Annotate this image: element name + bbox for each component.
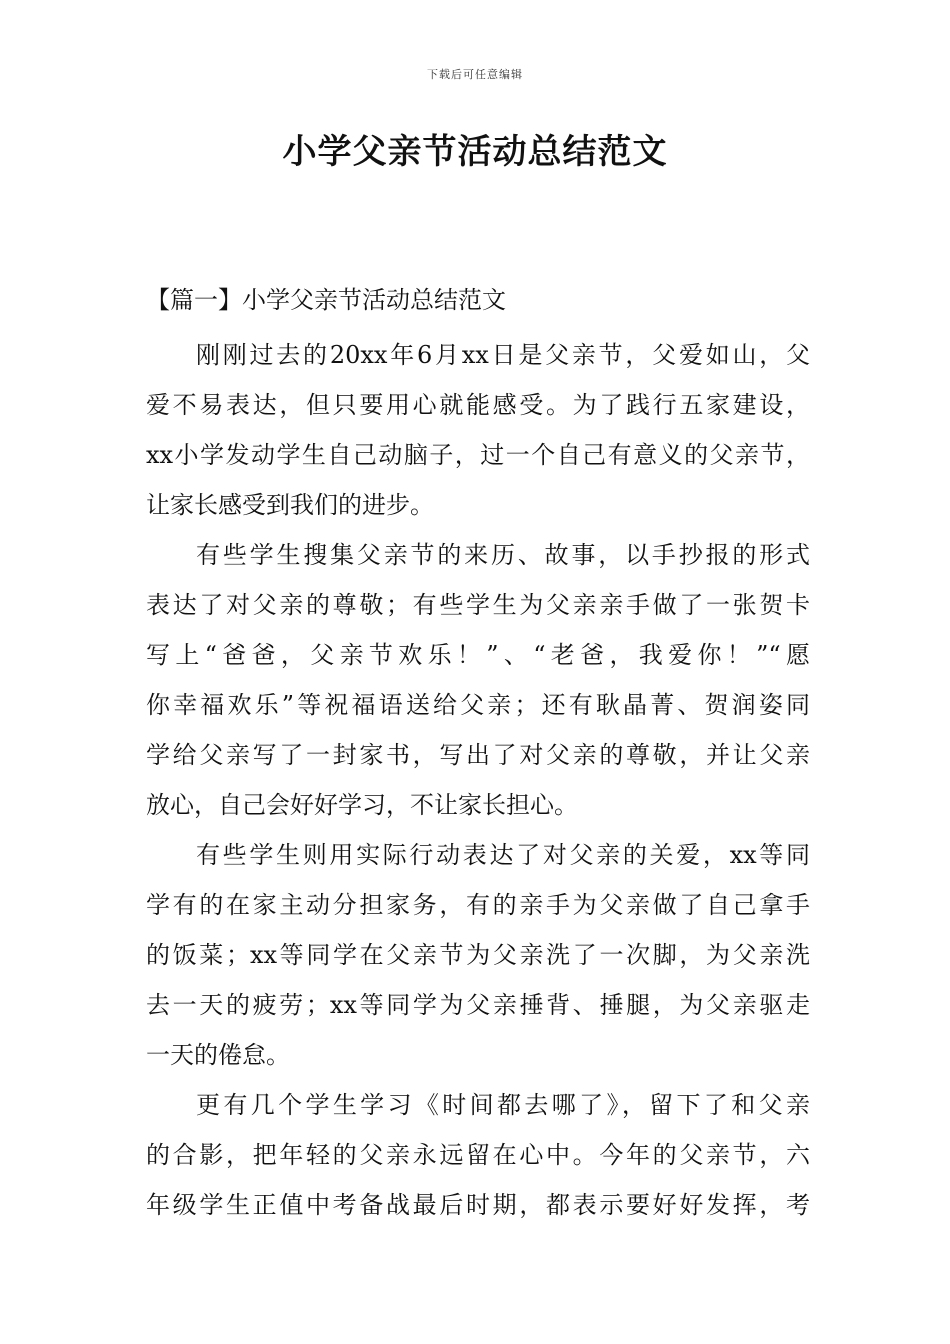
paragraph-line: xx小学发动学生自己动脑子，过一个自己有意义的父亲节， [146,441,810,469]
document-body [146,280,810,1230]
paragraph-2 [146,530,810,830]
paragraph-line: 你幸福欢乐”等祝福语送给父亲；还有耿晶菁、贺润姿同 [146,691,810,719]
paragraph-1 [146,330,810,530]
paragraph-line: 放心，自己会好好学习，不让家长担心。 [146,791,578,819]
paragraph-line: 有些学生则用实际行动表达了对父亲的关爱，xx等同 [196,841,810,869]
paragraph-4 [146,1080,810,1230]
section-heading: 【篇一】小学父亲节活动总结范文 [146,286,506,314]
paragraph-3 [146,830,810,1080]
paragraph-line: 学有的在家主动分担家务，有的亲手为父亲做了自己拿手 [146,891,810,919]
paragraph-line: 去一天的疲劳；xx等同学为父亲捶背、捶腿，为父亲驱走 [146,991,810,1019]
paragraph-line: 刚刚过去的20xx年6月xx日是父亲节，父爱如山，父 [196,341,810,369]
paragraph-line: 让家长感受到我们的进步。 [146,491,434,519]
paragraph-line: 爱不易表达，但只要用心就能感受。为了践行五家建设， [146,391,810,419]
paragraph-line: 表达了对父亲的尊敬；有些学生为父亲亲手做了一张贺卡 [146,591,810,619]
paragraph-line: 更有几个学生学习《时间都去哪了》，留下了和父亲 [196,1091,810,1119]
document-title: 小学父亲节活动总结范文 [282,132,668,172]
paragraph-line: 的合影，把年轻的父亲永远留在心中。今年的父亲节，六 [146,1141,810,1169]
header-note: 下载后可任意编辑 [427,68,523,81]
paragraph-line: 的饭菜；xx等同学在父亲节为父亲洗了一次脚，为父亲洗 [146,941,810,969]
paragraph-line: 写上“爸爸，父亲节欢乐！”、“老爸，我爱你！”“愿 [146,641,810,669]
paragraph-line: 有些学生搜集父亲节的来历、故事，以手抄报的形式 [196,541,810,569]
paragraph-line: 学给父亲写了一封家书，写出了对父亲的尊敬，并让父亲 [146,741,810,769]
paragraph-line: 年级学生正值中考备战最后时期，都表示要好好发挥，考 [146,1191,810,1219]
paragraph-line: 一天的倦怠。 [146,1041,290,1069]
